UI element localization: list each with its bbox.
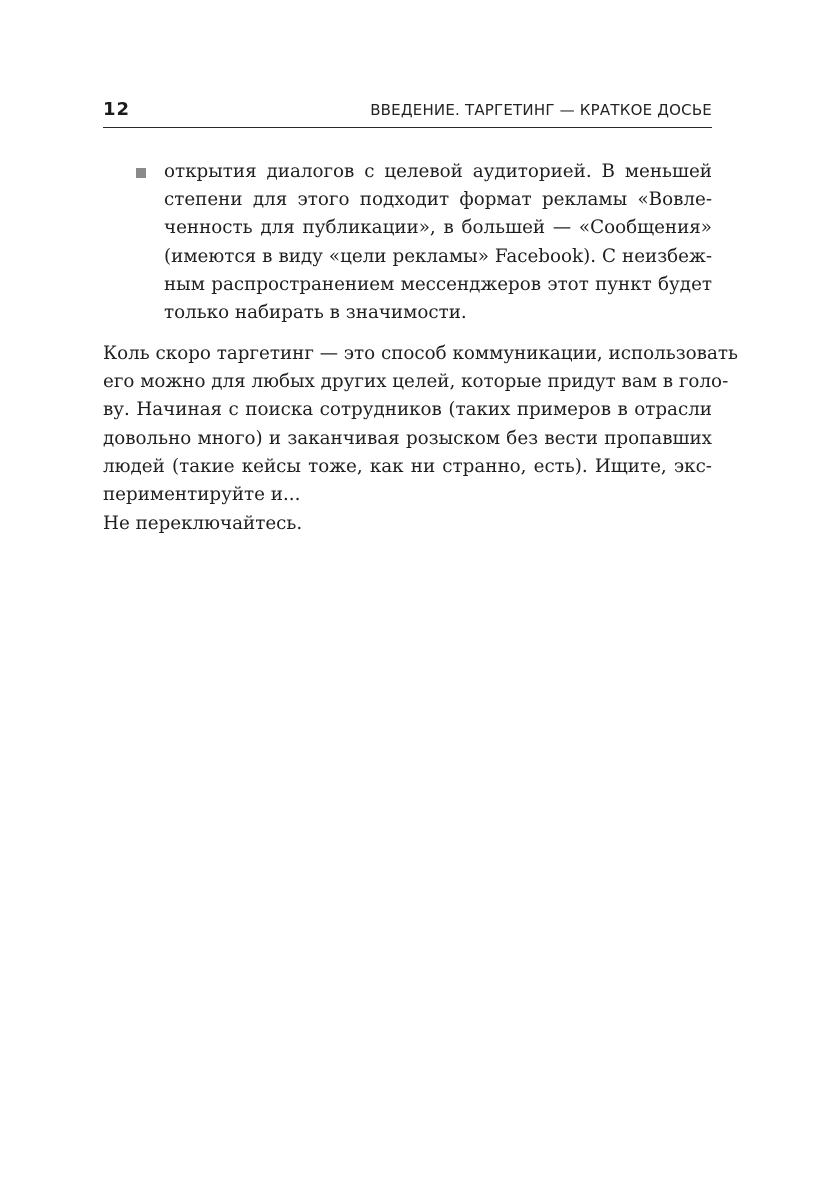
text-line: только набирать в значимости. xyxy=(164,302,467,324)
text-line: степени для этого подходит формат рекламы «Вовле- xyxy=(164,189,712,211)
text-line: ченность для публикации», в большей — «Сообщения» xyxy=(164,217,712,239)
text-line: ву. Начиная с поиска сотрудников (таких примеров в отрасли xyxy=(103,399,712,421)
text-line: Коль скоро таргетинг — это способ коммуникации, использовать xyxy=(103,343,738,364)
text-line: его можно для любых других целей, которые придут вам в голо- xyxy=(103,371,729,393)
text-line: довольно много) и заканчивая розыском без вести пропавших xyxy=(103,427,712,449)
running-header xyxy=(103,97,712,128)
chapter-title: ВВЕДЕНИЕ. ТАРГЕТИНГ — КРАТКОЕ ДОСЬЕ xyxy=(370,101,712,119)
text-line: открытия диалогов с целевой аудиторией. В меньшей xyxy=(164,161,712,182)
text-line: людей (такие кейсы тоже, как ни странно, есть). Ищите, экс- xyxy=(103,455,712,477)
body-paragraph-1 xyxy=(103,340,738,509)
text-line: ным распространением мессенджеров этот пункт будет xyxy=(164,273,712,295)
text-line: (имеются в виду «цели рекламы» Facebook). С неизбеж- xyxy=(164,245,712,267)
page-number: 12 xyxy=(103,99,131,120)
bullet-text xyxy=(164,158,712,327)
square-bullet-icon xyxy=(136,168,146,178)
text-line: Не переключайтесь. xyxy=(103,513,303,534)
text-line: периментируйте и... xyxy=(103,484,301,506)
body-paragraph-2 xyxy=(103,510,712,538)
